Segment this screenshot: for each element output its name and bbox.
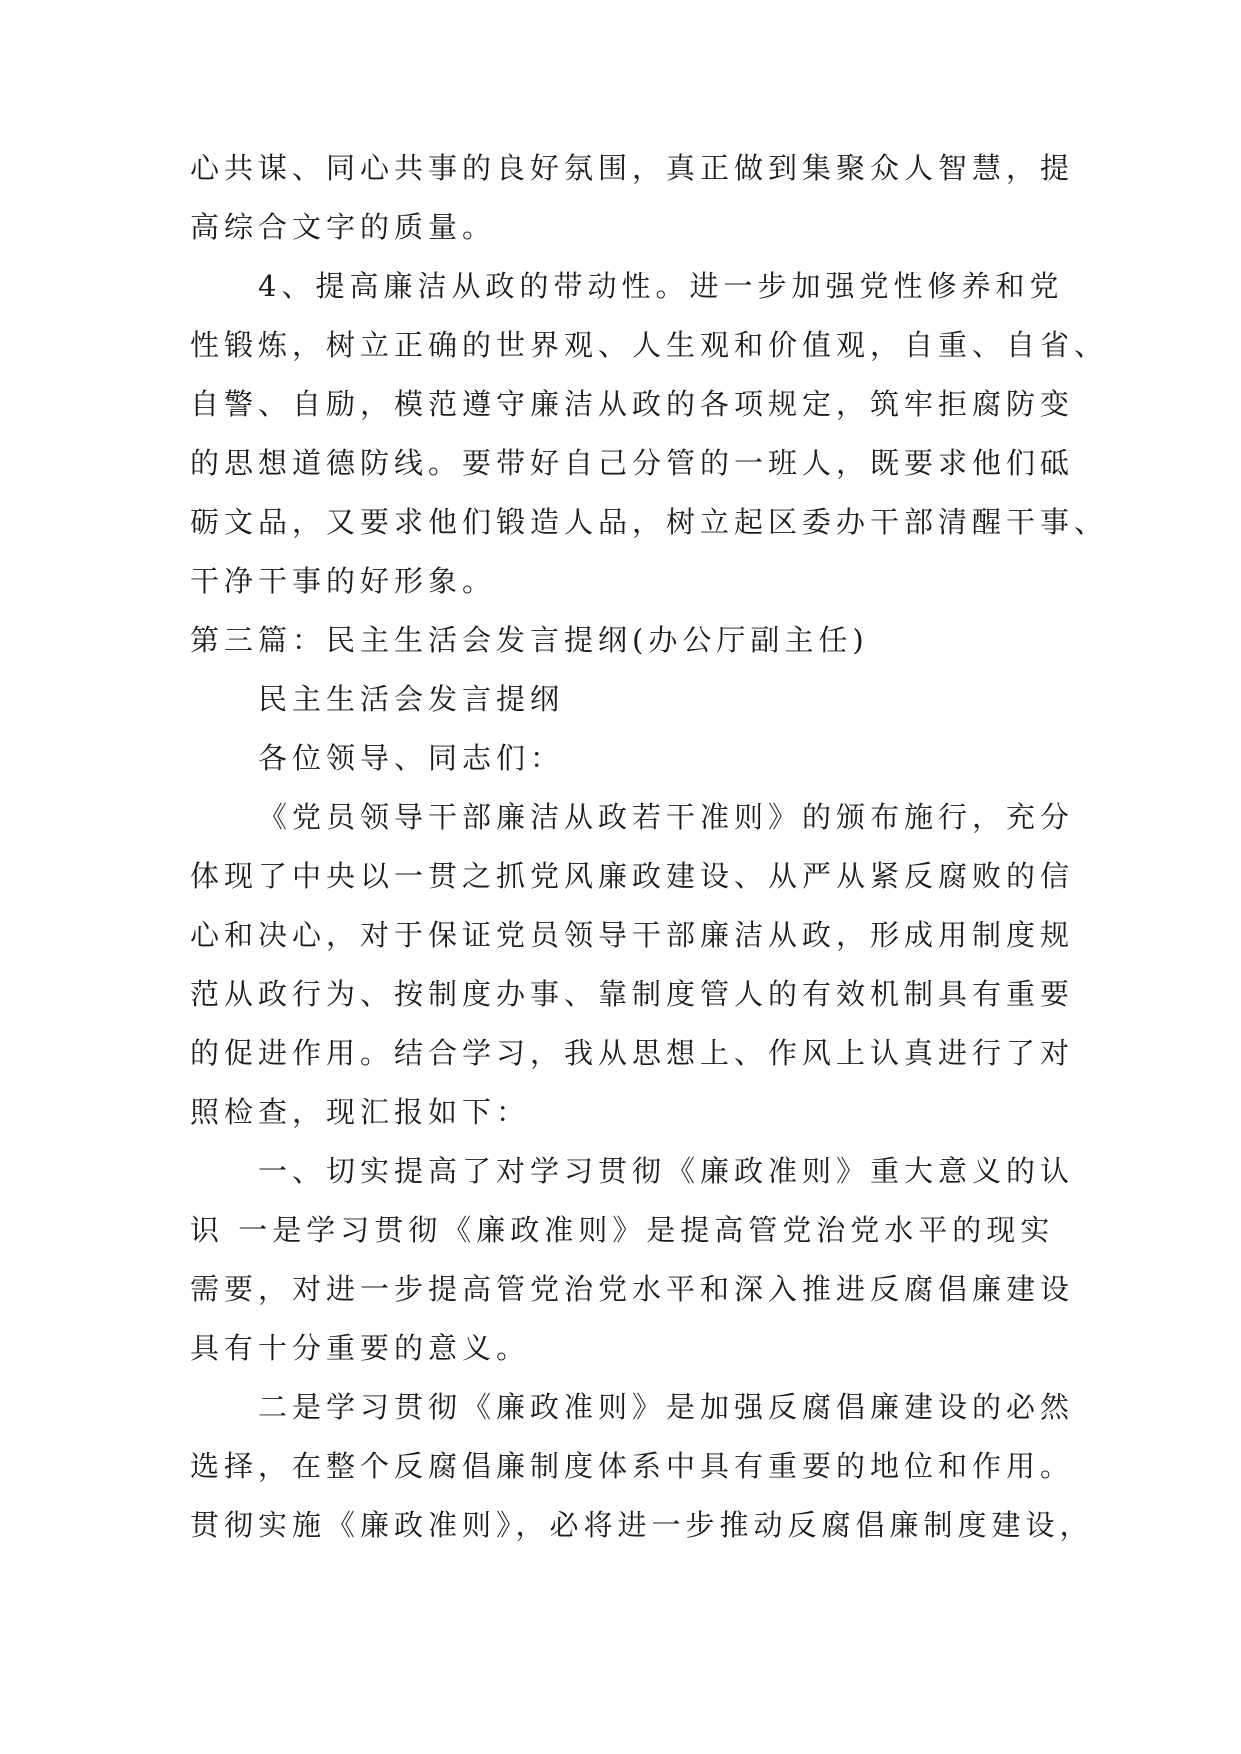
text-line: 《党员领导干部廉洁从政若干准则》的颁布施行，充分	[258, 800, 1075, 834]
text-line: 心和决心，对于保证党员领导干部廉洁从政，形成用制度规	[190, 918, 1075, 952]
text-line: 需要，对进一步提高管党治党水平和深入推进反腐倡廉建设	[190, 1272, 1075, 1306]
text-line: 心共谋、同心共事的良好氛围，真正做到集聚众人智慧，提	[190, 151, 1075, 185]
text-line: 的促进作用。结合学习，我从思想上、作风上认真进行了对	[190, 1036, 1075, 1070]
text-line: 范从政行为、按制度办事、靠制度管人的有效机制具有重要	[190, 977, 1075, 1011]
text-line: 体现了中央以一贯之抓党风廉政建设、从严从紧反腐败的信	[190, 859, 1075, 893]
text-line: 照检查，现汇报如下：	[190, 1095, 531, 1129]
text-line: 识 一是学习贯彻《廉政准则》是提高管党治党水平的现实	[190, 1213, 1055, 1247]
salutation: 各位领导、同志们：	[258, 741, 565, 775]
document-title: 民主生活会发言提纲	[258, 682, 565, 716]
text-line: 性锻炼，树立正确的世界观、人生观和价值观，自重、自省、	[190, 328, 1109, 362]
text-line: 干净干事的好形象。	[190, 564, 497, 598]
section-heading: 第三篇：民主生活会发言提纲(办公厅副主任)	[190, 623, 869, 657]
text-line: 一、切实提高了对学习贯彻《廉政准则》重大意义的认	[258, 1154, 1075, 1188]
text-line: 高综合文字的质量。	[190, 210, 497, 244]
text-line: 的思想道德防线。要带好自己分管的一班人，既要求他们砥	[190, 446, 1075, 480]
text-line: 二是学习贯彻《廉政准则》是加强反腐倡廉建设的必然	[258, 1390, 1075, 1424]
text-line: 自警、自励，模范遵守廉洁从政的各项规定，筑牢拒腐防变	[190, 387, 1075, 421]
text-line: 选择，在整个反腐倡廉制度体系中具有重要的地位和作用。	[190, 1449, 1075, 1483]
text-line: 贯彻实施《廉政准则》，必将进一步推动反腐倡廉制度建设，	[190, 1508, 1094, 1542]
text-line: 4、提高廉洁从政的带动性。进一步加强党性修养和党	[258, 269, 1064, 303]
text-line: 具有十分重要的意义。	[190, 1331, 531, 1365]
text-line: 砺文品，又要求他们锻造人品，树立起区委办干部清醒干事、	[190, 505, 1109, 539]
